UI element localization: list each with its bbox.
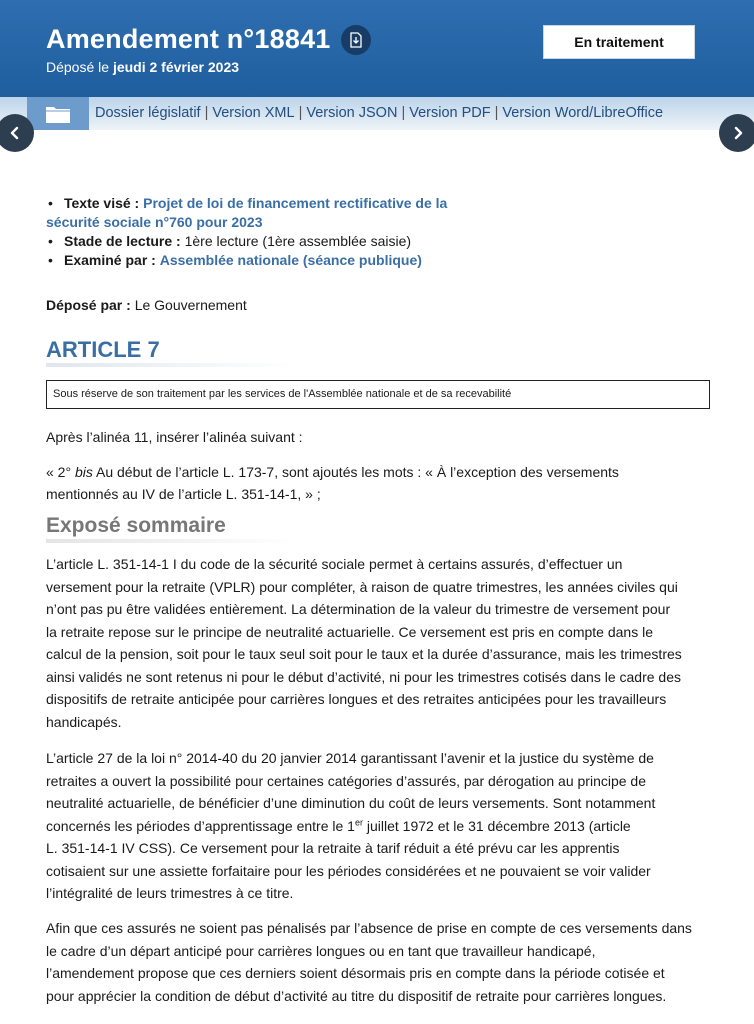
status-button[interactable]: En traitement	[543, 25, 695, 59]
amend-bis: bis	[74, 464, 93, 480]
texte-vise-link-cont[interactable]: sécurité sociale n°760 pour 2023	[46, 214, 263, 230]
expose-paragraph-3	[46, 917, 714, 1007]
previous-amendment-button[interactable]	[0, 114, 34, 152]
text-fragment: juillet 1972 et le 31 décembre 2013 (article	[363, 817, 631, 834]
meta-label: Stade de lecture :	[64, 233, 181, 249]
expose-paragraph-2	[46, 747, 714, 905]
text-line: l’amendement propose que ces derniers soient désormais pris en compte dans la période cotisée et	[46, 965, 665, 981]
version-links	[95, 105, 663, 121]
text-line: L’article 27 de la loi n° 2014-40 du 20 janvier 2014 garantissant l’avenir et la justice du système de	[46, 750, 654, 766]
chevron-left-icon	[8, 126, 22, 140]
amend-prefix: « 2°	[46, 464, 72, 480]
text-line: cotisaient sur une assiette forfaitaire pour les périodes considérées et ne pouvaient se voir valider	[46, 862, 651, 879]
text-line: dispositifs de retraite anticipée pour carrières longues et des retraites anticipées pour les travailleurs	[46, 691, 667, 707]
text-line: la retraite repose sur le principe de neutralité actuarielle. Ce versement est pris en compte dans le	[46, 623, 653, 640]
separator: |	[401, 105, 406, 121]
reserve-notice: Sous réserve de son traitement par les services de l'Assemblée nationale et de sa recevabilité	[46, 380, 710, 409]
text-line: calcul de la pension, soit pour le taux seul soit pour le taux et la durée d’assurance, mais les trimestres	[46, 646, 682, 662]
title-row	[46, 24, 371, 55]
deposit-prefix: Déposé le	[46, 59, 110, 75]
amendment-text	[46, 461, 710, 505]
text-line: ainsi validés ne sont retenus ni pour le début d’activité, ni pour les trimestres cotisés dans le cadre des	[46, 668, 682, 685]
text-line: L’article L. 351-14-1 I du code de la sécurité sociale permet à certains assurés, d’effectuer un	[46, 556, 623, 572]
text-line: retraites a ouvert la possibilité pour certaines catégories d’assurés, par dérogation au principe de	[46, 772, 647, 789]
text-line: le cadre d’un départ anticipé pour carrières longues ou en tant que travailleur handicapé,	[46, 942, 596, 959]
amend-line: mentionnés au IV de l’article L. 351-14-1, » ;	[46, 486, 321, 502]
deposit-date-value: jeudi 2 février 2023	[112, 59, 240, 75]
text-line: n’ont pas pu être validées entièrement. La détermination de la valeur du trimestre de versement pour	[46, 601, 671, 617]
deposited-by	[46, 297, 247, 313]
text-line	[46, 815, 714, 838]
meta-examine-par	[46, 251, 506, 270]
text-line: versement pour la retraite (VPLR) pour compléter, à raison de quatre trimestres, les années civiles qui	[46, 578, 678, 595]
meta-stade-lecture	[46, 232, 506, 251]
chevron-right-icon	[731, 126, 745, 140]
superscript: er	[354, 816, 363, 827]
link-version-word[interactable]: Version Word/LibreOffice	[502, 105, 664, 121]
article-heading: ARTICLE 7	[46, 337, 160, 362]
link-dossier-legislatif[interactable]: Dossier législatif	[95, 105, 201, 121]
deposit-date	[46, 59, 239, 75]
amendment-header	[0, 0, 754, 97]
expose-paragraph-1	[46, 553, 714, 733]
meta-value: 1ère lecture (1ère assemblée saisie)	[184, 233, 412, 249]
page-title: Amendement n°18841	[46, 24, 331, 54]
text-fragment: concernés les périodes d’apprentissage entre le 1	[46, 817, 355, 834]
text-line: L. 351-14-1 IV CSS). Ce versement pour la retraite à tarif réduit a été prévu car les apprentis	[46, 840, 620, 856]
meta-label: Texte visé :	[64, 195, 140, 211]
link-version-xml[interactable]: Version XML	[212, 105, 295, 121]
document-links-bar	[0, 97, 754, 130]
amend-line: Au début de l’article L. 173-7, sont ajoutés les mots : « À l’exception des versements	[95, 464, 619, 480]
examine-par-link[interactable]: Assemblée nationale (séance publique)	[159, 252, 422, 268]
folder-icon[interactable]	[27, 97, 89, 130]
amendment-meta	[46, 194, 506, 270]
heading-underline	[46, 363, 296, 367]
meta-label: Examiné par :	[64, 252, 156, 268]
pdf-download-icon[interactable]	[341, 25, 371, 55]
expose-heading: Exposé sommaire	[46, 514, 226, 537]
next-amendment-button[interactable]	[719, 114, 754, 152]
link-version-pdf[interactable]: Version PDF	[409, 105, 491, 121]
heading-underline	[46, 539, 296, 543]
separator: |	[494, 105, 499, 121]
link-version-json[interactable]: Version JSON	[306, 105, 398, 121]
deposited-by-label: Déposé par :	[46, 297, 131, 313]
texte-vise-link[interactable]: Projet de loi de financement rectificative de la	[143, 195, 448, 211]
meta-texte-vise	[46, 194, 506, 232]
separator: |	[298, 105, 303, 121]
amendment-instruction: Après l’alinéa 11, insérer l’alinéa suivant :	[46, 429, 303, 445]
text-line: pour apprécier la condition de début d’activité au titre du dispositif de retraite pour carrières longues.	[46, 987, 667, 1004]
text-line: handicapés.	[46, 713, 122, 730]
separator: |	[204, 105, 209, 121]
deposited-by-value: Le Gouvernement	[134, 297, 247, 313]
text-line: Afin que ces assurés ne soient pas pénalisés par l’absence de prise en compte de ces versements dans	[46, 920, 692, 936]
text-line: neutralité actuarielle, de bénéficier d’une diminution du coût de leurs versements. Sont notamment	[46, 795, 656, 811]
text-line: l’intégralité de leurs trimestres à ce titre.	[46, 885, 294, 901]
